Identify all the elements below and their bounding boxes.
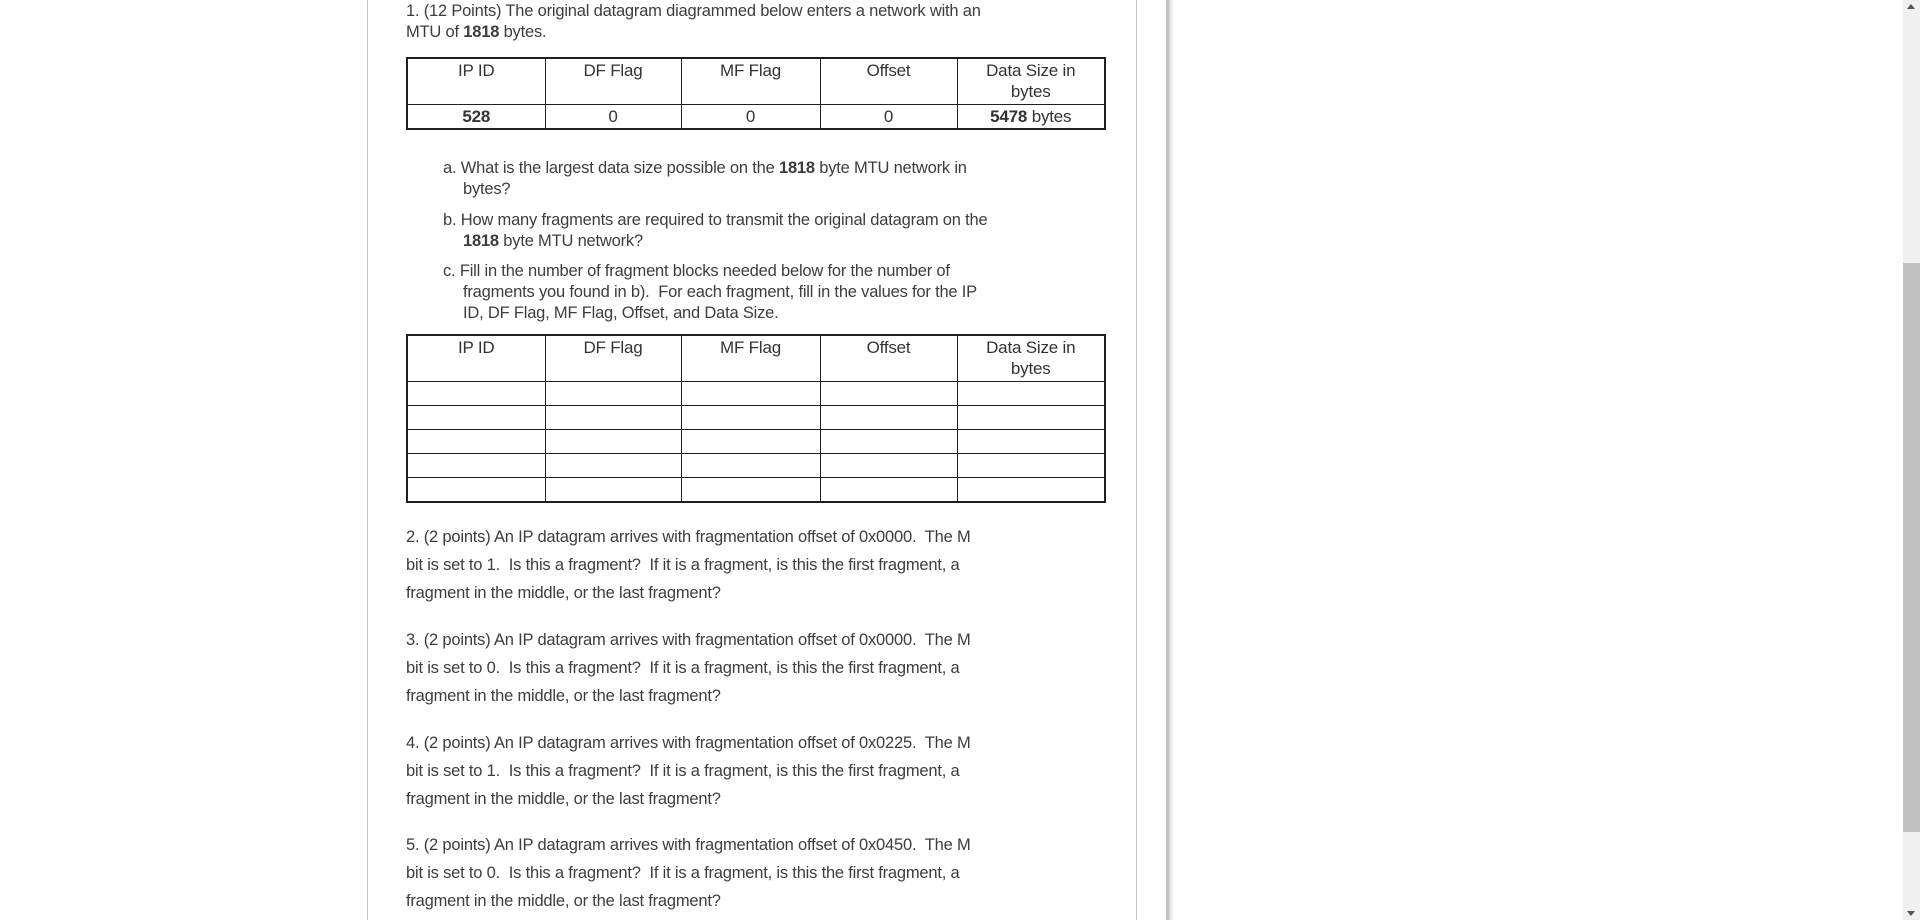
text-line: 5. (2 points) An IP datagram arrives with fragmentation offset of 0x0450. The M: [406, 836, 971, 854]
header-cell-ip-id: IP ID: [407, 58, 545, 105]
cell-data-size: 5478 bytes: [957, 105, 1105, 130]
cell-offset: 0: [820, 105, 957, 130]
header-cell-data-size: [957, 335, 1105, 382]
text-line: 4. (2 points) An IP datagram arrives with fragmentation offset of 0x0225. The M: [406, 734, 971, 752]
question-item-c: [443, 261, 977, 324]
header-line: bytes: [1010, 82, 1051, 101]
header-cell-offset: Offset: [820, 58, 957, 105]
text-line: fragment in the middle, or the last fragment?: [406, 892, 721, 910]
pane-divider: [1166, 0, 1175, 920]
text-line: fragment in the middle, or the last fragment?: [406, 584, 721, 602]
text-line: b. How many fragments are required to transmit the original datagram on the: [443, 211, 988, 229]
empty-cell: [545, 406, 681, 430]
empty-cell: [545, 454, 681, 478]
header-cell-df-flag: DF Flag: [545, 335, 681, 382]
empty-cell: [681, 454, 820, 478]
empty-cell: [957, 382, 1105, 406]
question-5-text: [406, 831, 971, 915]
empty-table-row: [407, 430, 1105, 454]
header-cell-offset: Offset: [820, 335, 957, 382]
table-header-row: [407, 335, 1105, 382]
text-line: 1818 byte MTU network?: [463, 232, 643, 250]
cell-df-flag: 0: [545, 105, 681, 130]
empty-cell: [820, 454, 957, 478]
header-cell-mf-flag: MF Flag: [681, 58, 820, 105]
text-line: fragment in the middle, or the last fragment?: [406, 790, 721, 808]
text-line: 3. (2 points) An IP datagram arrives with fragmentation offset of 0x0000. The M: [406, 631, 971, 649]
empty-cell: [407, 478, 545, 503]
empty-table-row: [407, 454, 1105, 478]
text-line: fragment in the middle, or the last fragment?: [406, 687, 721, 705]
question-3-text: [406, 626, 971, 710]
text-line: bytes?: [463, 180, 511, 198]
text-line: c. Fill in the number of fragment blocks needed below for the number of: [443, 262, 950, 280]
empty-table-row: [407, 406, 1105, 430]
question-4-text: [406, 729, 971, 813]
original-datagram-table: [406, 57, 1106, 130]
table-data-row: [407, 105, 1105, 130]
empty-cell: [820, 478, 957, 503]
empty-cell: [407, 406, 545, 430]
empty-cell: [545, 430, 681, 454]
empty-cell: [957, 454, 1105, 478]
empty-cell: [820, 430, 957, 454]
table-header-row: [407, 58, 1105, 105]
empty-cell: [957, 430, 1105, 454]
text-line: bit is set to 1. Is this a fragment? If it is a fragment, is this the first fragment, a: [406, 556, 960, 574]
empty-cell: [545, 478, 681, 503]
question-2-text: [406, 523, 971, 607]
empty-table-row: [407, 382, 1105, 406]
text-line: 1. (12 Points) The original datagram diagrammed below enters a network with an: [406, 2, 981, 20]
header-line: Data Size in: [986, 61, 1076, 80]
scroll-down-icon[interactable]: [1907, 911, 1915, 916]
header-cell-mf-flag: MF Flag: [681, 335, 820, 382]
text-line: bit is set to 0. Is this a fragment? If it is a fragment, is this the first fragment, a: [406, 659, 960, 677]
empty-cell: [681, 430, 820, 454]
header-cell-df-flag: DF Flag: [545, 58, 681, 105]
text-line: ID, DF Flag, MF Flag, Offset, and Data Size.: [463, 304, 779, 322]
empty-cell: [681, 478, 820, 503]
text-line: MTU of 1818 bytes.: [406, 23, 547, 41]
empty-cell: [681, 382, 820, 406]
empty-cell: [820, 406, 957, 430]
page-left-edge: [367, 0, 368, 920]
text-line: fragments you found in b). For each fragment, fill in the values for the IP: [463, 283, 977, 301]
empty-cell: [957, 478, 1105, 503]
question-item-b: [443, 210, 987, 252]
empty-cell: [957, 406, 1105, 430]
empty-cell: [545, 382, 681, 406]
text-line: a. What is the largest data size possible on the 1818 byte MTU network in: [443, 159, 967, 177]
text-line: bit is set to 0. Is this a fragment? If it is a fragment, is this the first fragment, a: [406, 864, 960, 882]
question-item-a: [443, 158, 967, 200]
empty-cell: [407, 382, 545, 406]
scrollbar-thumb[interactable]: [1903, 263, 1920, 832]
scroll-up-icon[interactable]: [1907, 4, 1915, 9]
empty-table-row: [407, 478, 1105, 503]
text-line: bit is set to 1. Is this a fragment? If it is a fragment, is this the first fragment, a: [406, 762, 960, 780]
header-cell-data-size: [957, 58, 1105, 105]
blank-fragment-table: [406, 334, 1106, 503]
page-right-edge: [1136, 0, 1137, 920]
empty-cell: [820, 382, 957, 406]
vertical-scrollbar[interactable]: [1903, 0, 1920, 920]
empty-cell: [407, 454, 545, 478]
cell-mf-flag: 0: [681, 105, 820, 130]
text-line: 2. (2 points) An IP datagram arrives with fragmentation offset of 0x0000. The M: [406, 528, 971, 546]
empty-cell: [681, 406, 820, 430]
cell-ip-id: 528: [407, 105, 545, 130]
header-line: bytes: [1010, 359, 1051, 378]
header-cell-ip-id: IP ID: [407, 335, 545, 382]
header-line: Data Size in: [986, 338, 1076, 357]
empty-cell: [407, 430, 545, 454]
question-1-text: [406, 1, 981, 43]
